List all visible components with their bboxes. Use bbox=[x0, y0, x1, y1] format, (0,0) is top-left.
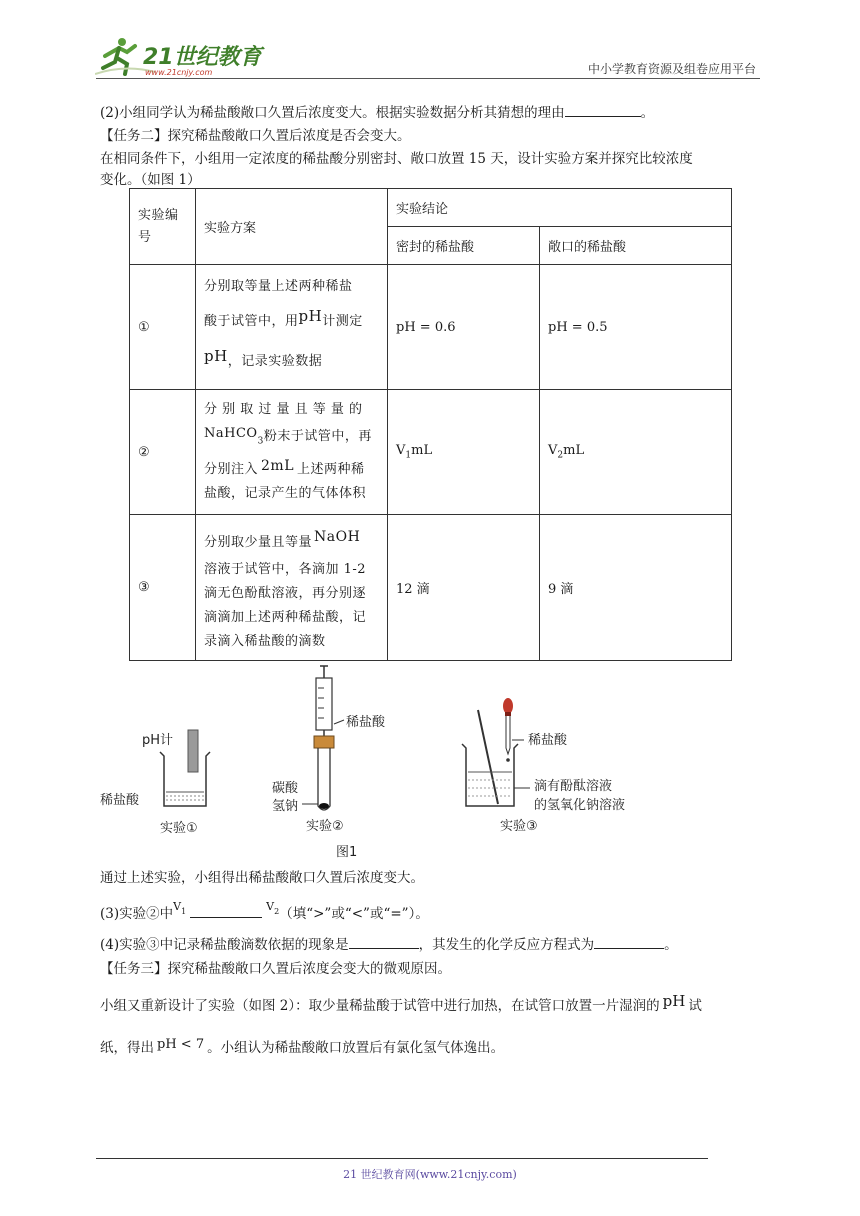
row-id: ③ bbox=[130, 515, 196, 661]
ph-meter-icon bbox=[188, 730, 198, 772]
header-sealed: 密封的稀盐酸 bbox=[388, 227, 540, 265]
final-line-1: 小组又重新设计了实验（如图 2）：取少量稀盐酸于试管中进行加热，在试管口放置一片湿润的 pH 试 bbox=[100, 992, 702, 1014]
site-logo bbox=[95, 34, 265, 80]
dropper-icon bbox=[503, 698, 513, 762]
footer-text: 21 世纪教育网(www.21cnjy.com) bbox=[343, 1168, 517, 1181]
row-sealed-result: $V_1mL$ bbox=[388, 390, 540, 515]
platform-name: 中小学教育资源及组卷应用平台 bbox=[587, 62, 756, 76]
dilute-hcl-label-2: 稀盐酸 bbox=[346, 715, 386, 730]
row-id: ② bbox=[130, 390, 196, 515]
experiment-table bbox=[129, 188, 732, 661]
answer-blank[interactable] bbox=[190, 904, 262, 918]
nahco3-label-1: 碳酸 bbox=[272, 781, 299, 796]
row-id: ① bbox=[130, 265, 196, 390]
table-row bbox=[130, 515, 732, 661]
header-divider bbox=[96, 78, 760, 79]
footer-divider bbox=[96, 1158, 708, 1159]
table-row bbox=[130, 390, 732, 515]
header-id: 实验编号 bbox=[130, 189, 196, 265]
row-plan: 分 别 取 过 量 且 等 量 的 NaHCO$_3$粉末于试管中，再 分别注入 2mL 上述两种稀 盐酸，记录产生的气体体积 bbox=[196, 390, 388, 515]
conclusion-text: 通过上述实验，小组得出稀盐酸敞口久置后浓度变大。 bbox=[100, 870, 424, 886]
question-4: (4)实验③中记录稀盐酸滴数依据的现象是 ，其发生的化学反应方程式为 。 bbox=[100, 937, 678, 953]
answer-blank[interactable] bbox=[565, 103, 641, 117]
row-sealed-result: pH = 0.6 bbox=[388, 265, 540, 390]
task-2-title: 【任务二】探究稀盐酸敞口久置后浓度是否会变大。 bbox=[100, 128, 411, 144]
exp1-label: 实验① bbox=[160, 821, 198, 836]
row-plan: 分别取等量上述两种稀盐 酸于试管中，用pH计测定 pH，记录实验数据 bbox=[196, 265, 388, 390]
figure-caption: 图1 bbox=[336, 845, 358, 860]
answer-blank[interactable] bbox=[349, 935, 419, 949]
exp3-label: 实验③ bbox=[500, 819, 538, 834]
final-line-2: 纸，得出 pH < 7 。小组认为稀盐酸敞口放置后有氯化氢气体逸出。 bbox=[100, 1037, 505, 1056]
logo-text: 21世纪教育 bbox=[143, 45, 262, 70]
logo-url: www.21cnjy.com bbox=[145, 68, 213, 77]
header-conclusion: 实验结论 bbox=[388, 189, 732, 227]
naoh-label-2: 的氢氧化钠溶液 bbox=[534, 798, 626, 813]
exp2-label: 实验② bbox=[306, 819, 344, 834]
question-3: (3)实验②中$^V_1$ $^V_2$（填“>”或“<”或“=”）。 bbox=[100, 900, 429, 922]
table-row bbox=[130, 265, 732, 390]
syringe-icon bbox=[314, 666, 334, 748]
row-sealed-result: 12 滴 bbox=[388, 515, 540, 661]
dilute-hcl-label-1: 稀盐酸 bbox=[100, 793, 140, 808]
beaker-icon bbox=[160, 752, 210, 806]
header-plan: 实验方案 bbox=[196, 189, 388, 265]
figure-1 bbox=[96, 664, 656, 860]
naoh-label-1: 滴有酚酞溶液 bbox=[534, 779, 613, 794]
dilute-hcl-label-3: 稀盐酸 bbox=[528, 733, 568, 748]
row-open-result: 9 滴 bbox=[540, 515, 732, 661]
row-open-result: pH = 0.5 bbox=[540, 265, 732, 390]
answer-blank[interactable] bbox=[594, 935, 664, 949]
nahco3-label-2: 氢钠 bbox=[272, 799, 299, 814]
task-3-title: 【任务三】探究稀盐酸敞口久置后浓度会变大的微观原因。 bbox=[100, 961, 451, 977]
ph-meter-label: pH计 bbox=[142, 733, 174, 748]
beaker-icon bbox=[462, 744, 518, 806]
row-plan: 分别取少量且等量 NaOH 溶液于试管中，各滴加 1-2 滴无色酚酞溶液，再分别逐 滴滴加上述两种稀盐酸，记 录滴入稀盐酸的滴数 bbox=[196, 515, 388, 661]
intro-line-2: 变化。（如图 1） bbox=[100, 172, 201, 188]
glass-rod-icon bbox=[478, 710, 498, 804]
row-open-result: $V_2mL$ bbox=[540, 390, 732, 515]
intro-line-1: 在相同条件下，小组用一定浓度的稀盐酸分别密封、敞口放置 15 天，设计实验方案并探究比较浓度 bbox=[100, 151, 693, 167]
question-2: (2)小组同学认为稀盐酸敞口久置后浓度变大。根据实验数据分析其猜想的理由 。 bbox=[100, 105, 655, 121]
test-tube-icon bbox=[318, 748, 330, 810]
header-open: 敞口的稀盐酸 bbox=[540, 227, 732, 265]
question-2-text: (2)小组同学认为稀盐酸敞口久置后浓度变大。根据实验数据分析其猜想的理由 bbox=[100, 105, 565, 121]
